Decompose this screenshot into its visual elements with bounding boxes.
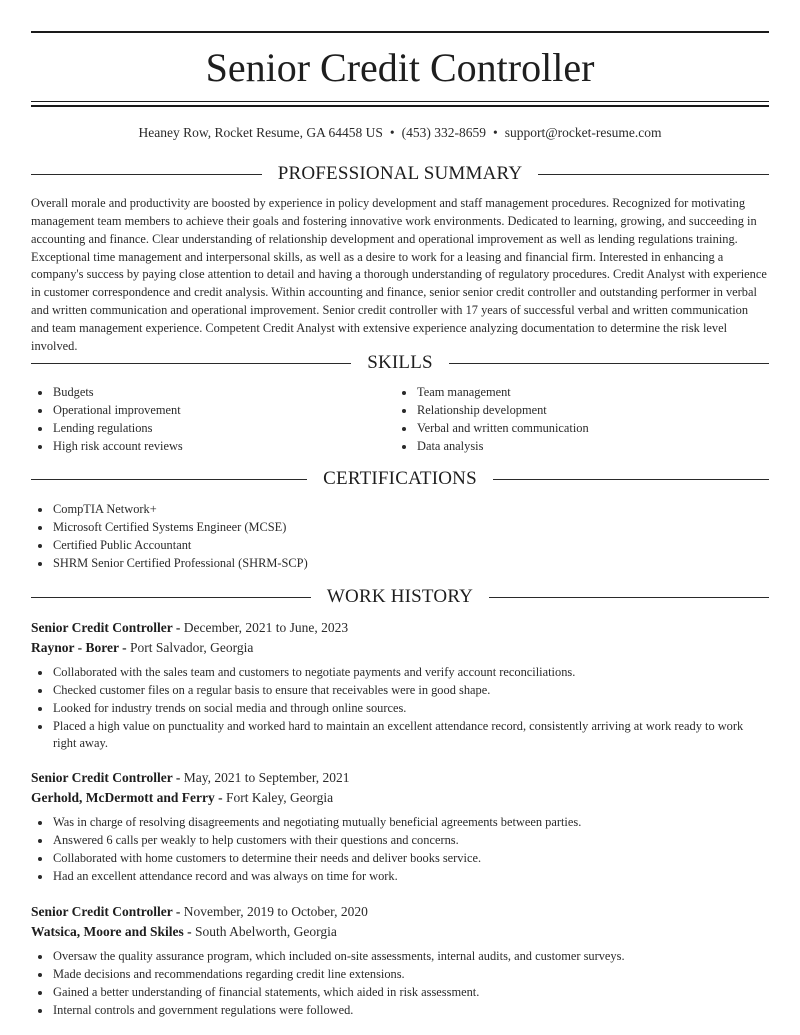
job-title-line	[31, 768, 769, 788]
job-duty: Gained a better understanding of financial statements, which aided in risk assessment.	[31, 984, 769, 1002]
job-title-line	[31, 618, 769, 638]
dash-separator: -	[172, 620, 184, 635]
header-bottom-rule-thin	[31, 101, 769, 102]
summary-text: Overall morale and productivity are boosted by experience in policy development and staff management procedures. Recognized for motivating management team members to achieve their goals and fostering innovative work environments. Dedicated to learning, growing, and succeeding in accounting and finance. Clear understanding of relationship development and operational improvement as well as lending regulations training. Exceptional time management and interpersonal skills, as well as a desire to work for a leasing and financial firm. Interested in enhancing a company's success by paying close attention to detail and having a thorough understanding of regulatory procedures. Credit Analyst with experience in customer correspondence and credit analysis. Within accounting and finance, senior senior credit controller and outstanding performer in verbal and written communication and operational improvement. Senior credit controller with 17 years of successful verbal and written communication and team management experience. Competent Credit Analyst with extensive experience analyzing documentation to determine the risk level involved.	[31, 196, 767, 353]
dash-separator: -	[172, 770, 184, 785]
job-entry	[31, 618, 769, 753]
job-duty: Made decisions and recommendations regarding credit line extensions.	[31, 966, 769, 984]
job-company: Raynor - Borer	[31, 639, 119, 655]
job-duty: Was in charge of resolving disagreements and negotiating mutually beneficial agreements between parties.	[31, 814, 769, 832]
job-company: Gerhold, McDermott and Ferry	[31, 789, 215, 805]
job-company-line	[31, 788, 769, 808]
job-duty: Oversaw the quality assurance program, which included on-site assessments, internal audits, and customer surveys.	[31, 948, 769, 966]
heading-rule-right	[489, 597, 769, 598]
header-bottom-rule-thick	[31, 105, 769, 107]
job-duties-list	[31, 948, 769, 1019]
job-duty: Collaborated with the sales team and customers to negotiate payments and verify account reconciliations.	[31, 664, 769, 682]
section-heading-summary	[31, 162, 769, 186]
skill-item: Data analysis	[395, 438, 769, 456]
heading-rule-right	[493, 479, 769, 480]
job-location: South Abelworth, Georgia	[195, 923, 337, 939]
bullet-separator: •	[492, 125, 498, 140]
job-duty: Placed a high value on punctuality and worked hard to maintain an excellent attendance record, consistently arriving at work ready to work right away.	[31, 718, 769, 754]
skill-item: Verbal and written communication	[395, 420, 769, 438]
dash-separator: -	[118, 639, 130, 655]
job-dates: December, 2021 to June, 2023	[183, 620, 349, 635]
job-duties-list	[31, 814, 769, 885]
certification-item: Microsoft Certified Systems Engineer (MCSE)	[31, 519, 769, 537]
skills-list-left	[31, 384, 391, 455]
certification-item: Certified Public Accountant	[31, 537, 769, 555]
section-title: PROFESSIONAL SUMMARY	[277, 163, 523, 184]
dash-separator: -	[172, 904, 184, 919]
section-title: SKILLS	[367, 352, 433, 373]
job-entry	[31, 768, 769, 885]
skill-item: High risk account reviews	[31, 438, 391, 456]
job-duty: Collaborated with home customers to determine their needs and deliver books service.	[31, 850, 769, 868]
heading-rule-left	[31, 363, 351, 364]
job-company-line	[31, 638, 769, 658]
job-duty: Checked customer files on a regular basis to ensure that receivables were in good shape.	[31, 682, 769, 700]
heading-rule-right	[538, 174, 769, 175]
section-heading-skills	[31, 351, 769, 375]
job-dates: November, 2019 to October, 2020	[183, 904, 368, 919]
skill-item: Lending regulations	[31, 420, 391, 438]
section-heading-work-history	[31, 585, 769, 609]
section-heading-certifications	[31, 467, 769, 491]
contact-email: support@rocket-resume.com	[504, 125, 662, 140]
job-duty: Internal controls and government regulations were followed.	[31, 1002, 769, 1020]
certification-item: SHRM Senior Certified Professional (SHRM-SCP)	[31, 555, 769, 573]
job-dates: May, 2021 to September, 2021	[183, 770, 350, 785]
heading-rule-left	[31, 597, 311, 598]
job-title: Senior Credit Controller	[31, 620, 173, 635]
job-title: Senior Credit Controller	[31, 770, 173, 785]
certifications-list	[31, 501, 769, 572]
skills-list-right	[395, 384, 769, 455]
contact-phone: (453) 332-8659	[401, 125, 486, 140]
contact-address: Heaney Row, Rocket Resume, GA 64458 US	[138, 125, 383, 140]
section-title: CERTIFICATIONS	[323, 468, 477, 489]
certification-item: CompTIA Network+	[31, 501, 769, 519]
heading-rule-left	[31, 174, 262, 175]
job-duty: Answered 6 calls per weakly to help customers with their questions and concerns.	[31, 832, 769, 850]
heading-rule-right	[449, 363, 769, 364]
job-title: Senior Credit Controller	[31, 904, 173, 919]
job-location: Fort Kaley, Georgia	[225, 789, 334, 805]
dash-separator: -	[183, 923, 196, 939]
job-duty: Had an excellent attendance record and was always on time for work.	[31, 868, 769, 886]
job-title-line	[31, 902, 769, 922]
skill-item: Operational improvement	[31, 402, 391, 420]
skill-item: Budgets	[31, 384, 391, 402]
job-duty: Looked for industry trends on social media and through online sources.	[31, 700, 769, 718]
dash-separator: -	[214, 789, 226, 805]
job-location: Port Salvador, Georgia	[130, 639, 254, 655]
skill-item: Relationship development	[395, 402, 769, 420]
bullet-separator: •	[389, 125, 395, 140]
heading-rule-left	[31, 479, 307, 480]
section-title: WORK HISTORY	[326, 586, 474, 607]
skill-item: Team management	[395, 384, 769, 402]
header-top-rule	[31, 31, 769, 33]
job-duties-list	[31, 664, 769, 753]
resume-title: Senior Credit Controller	[205, 45, 595, 90]
contact-info	[31, 124, 769, 142]
job-company: Watsica, Moore and Skiles	[31, 923, 184, 939]
job-entry	[31, 902, 769, 1019]
job-company-line	[31, 922, 769, 942]
